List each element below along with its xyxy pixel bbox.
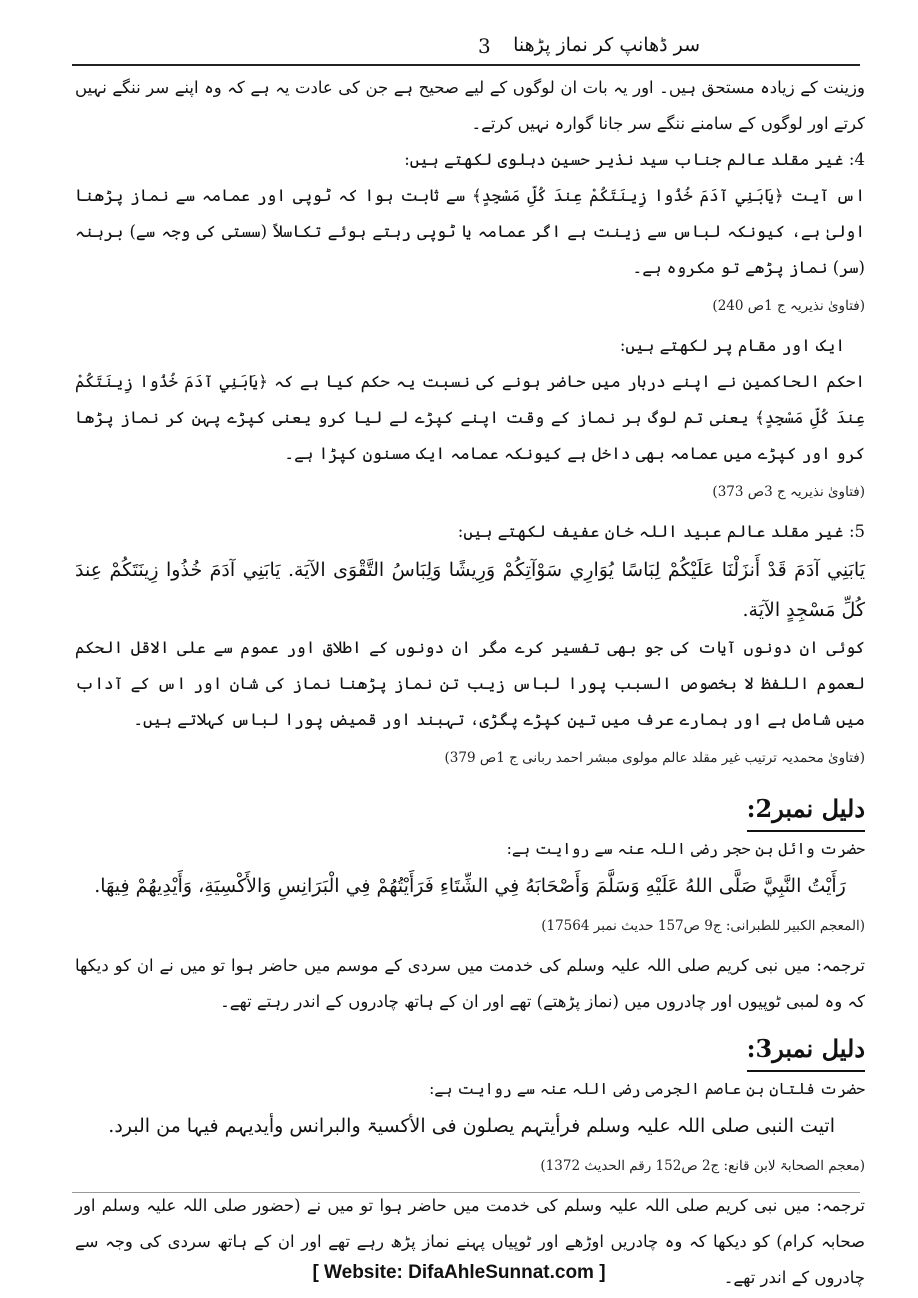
- page-number: 3: [478, 34, 491, 58]
- main-content: [75, 70, 865, 1296]
- running-title: سر ڈھانپ کر نماز پڑھنا: [513, 34, 700, 56]
- another-place-label: ایک اور مقام پر لکھتے ہیں:: [619, 336, 845, 355]
- item5-reference: (فتاویٰ محمدیہ ترتیب غیر مقلد عالم مولوی مبشر احمد ربانی ج 1ص 379): [444, 750, 865, 766]
- dalil2-reference: (المعجم الکبیر للطبرانی: ج9 ص157 حدیث نمبر 17564): [541, 918, 865, 934]
- item4-text: اس آیت ﴿يَابَنِي آدَمَ خُذُوا زِينَتَكُمْ عِندَ كُلِّ مَسْجِدٍ﴾ سے ثابت ہوا کہ ٹوپی اور عمامہ سے نماز پڑھنا اولیٰ ہے، کیونکہ لباس سے زینت ہے اگر عمامہ یا ٹوپی رہتے ہوئے تکاسلاً (سستی کی وجہ سے) برہنہ (سر) نماز پڑھے تو مکروہ ہے۔: [75, 186, 865, 277]
- item5-title: 5: غیر مقلد عالم عبید اللہ خان عفیف لکھتے ہیں:: [457, 522, 865, 541]
- item4b-text: احکم الحاکمین نے اپنے دربار میں حاضر ہونے کی نسبت یہ حکم کیا ہے کہ ﴿يَابَنِي آدَمَ خُذُوا زِينَتَكُمْ عِندَ كُلِّ مَسْجِدٍ﴾ یعنی تم لوگ ہر نماز کے وقت اپنے کپڑے لے لیا کرو یعنی کپڑے پہن کر نماز پڑھا کرو اور کپڑے میں عمامہ بھی داخل ہے کیونکہ عمامہ ایک مسنون کپڑا ہے۔: [75, 372, 865, 463]
- website-footer: [ Website: DifaAhleSunnat.com ]: [312, 1262, 606, 1283]
- dalil3-translation: ترجمہ: میں نبی کریم صلی اللہ علیہ وسلم کی خدمت میں حاضر ہوا تو میں نے (حضور صلی اللہ علیہ وسلم اور صحابہ کرام) کو دیکھا کہ وہ چادریں اوڑھے اور ٹوپیاں پہنے نماز پڑھ رہے تھے اور ان کے ہاتھ سردی کی وجہ سے چادروں کے اندر تھے۔: [75, 1196, 865, 1287]
- dalil2-arabic-hadith: رَأَيْتُ النَّبِيَّ صَلَّى اللهُ عَلَيْهِ وَسَلَّمَ وَأَصْحَابَهُ فِي الشِّتَاءِ فَرَأَيْتُهُمْ فِي الْبَرَانِسِ وَالأَكْسِيَةِ، وَأَيْدِيهُمْ فِيهَا.: [94, 875, 846, 897]
- dalil3-intro: حضرت فلتان بن عاصم الجرمی رضی اللہ عنہ سے روایت ہے:: [429, 1080, 865, 1098]
- bottom-divider: [72, 1192, 860, 1193]
- dalil3-heading: دلیل نمبر3:: [747, 1030, 865, 1072]
- paragraph-continuation: وزینت کے زیادہ مستحق ہیں۔ اور یہ بات ان لوگوں کے لیے صحیح ہے جن کی عادت یہ ہے کہ وہ اپنے سر ننگے نہیں کرتے اور لوگوں کے سامنے ننگے سر جانا گوارہ نہیں کرتے۔: [75, 78, 865, 133]
- dalil2-heading: دلیل نمبر2:: [747, 790, 865, 832]
- dalil3-arabic-hadith: اتیت النبی صلی اللہ علیہ وسلم فرأیتہم یصلون فی الأکسیۃ والبرانس وأیدیہم فیہا من البرد.: [108, 1115, 835, 1137]
- header-divider: [72, 64, 860, 66]
- page-header: [70, 30, 860, 64]
- dalil2-intro: حضرت وائل بن حجر رضی اللہ عنہ سے روایت ہے:: [506, 840, 865, 858]
- item5-text: کوئی ان دونوں آیات کی جو بھی تفسیر کرے مگر ان دونوں کے اطلاق اور عموم سے علی الاقل الحکم لعموم اللفظ لا بخصوص السبب پورا لباس زیب تن نماز پڑھنا نماز کی شان اور اس کے آداب میں شامل ہے اور ہمارے عرف میں تین کپڑے پگڑی، تہبند اور قمیض پورا لباس کہلاتے ہیں۔: [75, 638, 865, 729]
- item4-title: 4: غیر مقلد عالم جناب سید نذیر حسین دہلوی لکھتے ہیں:: [404, 150, 865, 169]
- item5-arabic-verses: يَابَنِي آدَمَ قَدْ أَنزَلْنَا عَلَيْكُمْ لِبَاسًا يُوَارِي سَوْآتِكُمْ وَرِيشًا وَلِبَاسُ التَّقْوَى الآيَة. يَابَنِي آدَمَ خُذُوا زِينَتَكُمْ عِندَ كُلِّ مَسْجِدٍ الآيَة.: [75, 559, 865, 621]
- item4b-reference: (فتاویٰ نذیریہ ج 3ص 373): [712, 484, 865, 500]
- dalil3-reference: (معجم الصحابۃ لابن قانع: ج2 ص152 رقم الحدیث 1372): [540, 1158, 865, 1174]
- item4-reference: (فتاویٰ نذیریہ ج 1ص 240): [712, 298, 865, 314]
- dalil2-translation: ترجمہ: میں نبی کریم صلی اللہ علیہ وسلم کی خدمت میں سردی کے موسم میں حاضر ہوا تو میں نے ان کو دیکھا کہ وہ لمبی ٹوپیوں اور چادروں میں (نماز پڑھتے) تھے اور ان کے ہاتھ چادروں کے اندر رہتے تھے۔: [75, 956, 865, 1011]
